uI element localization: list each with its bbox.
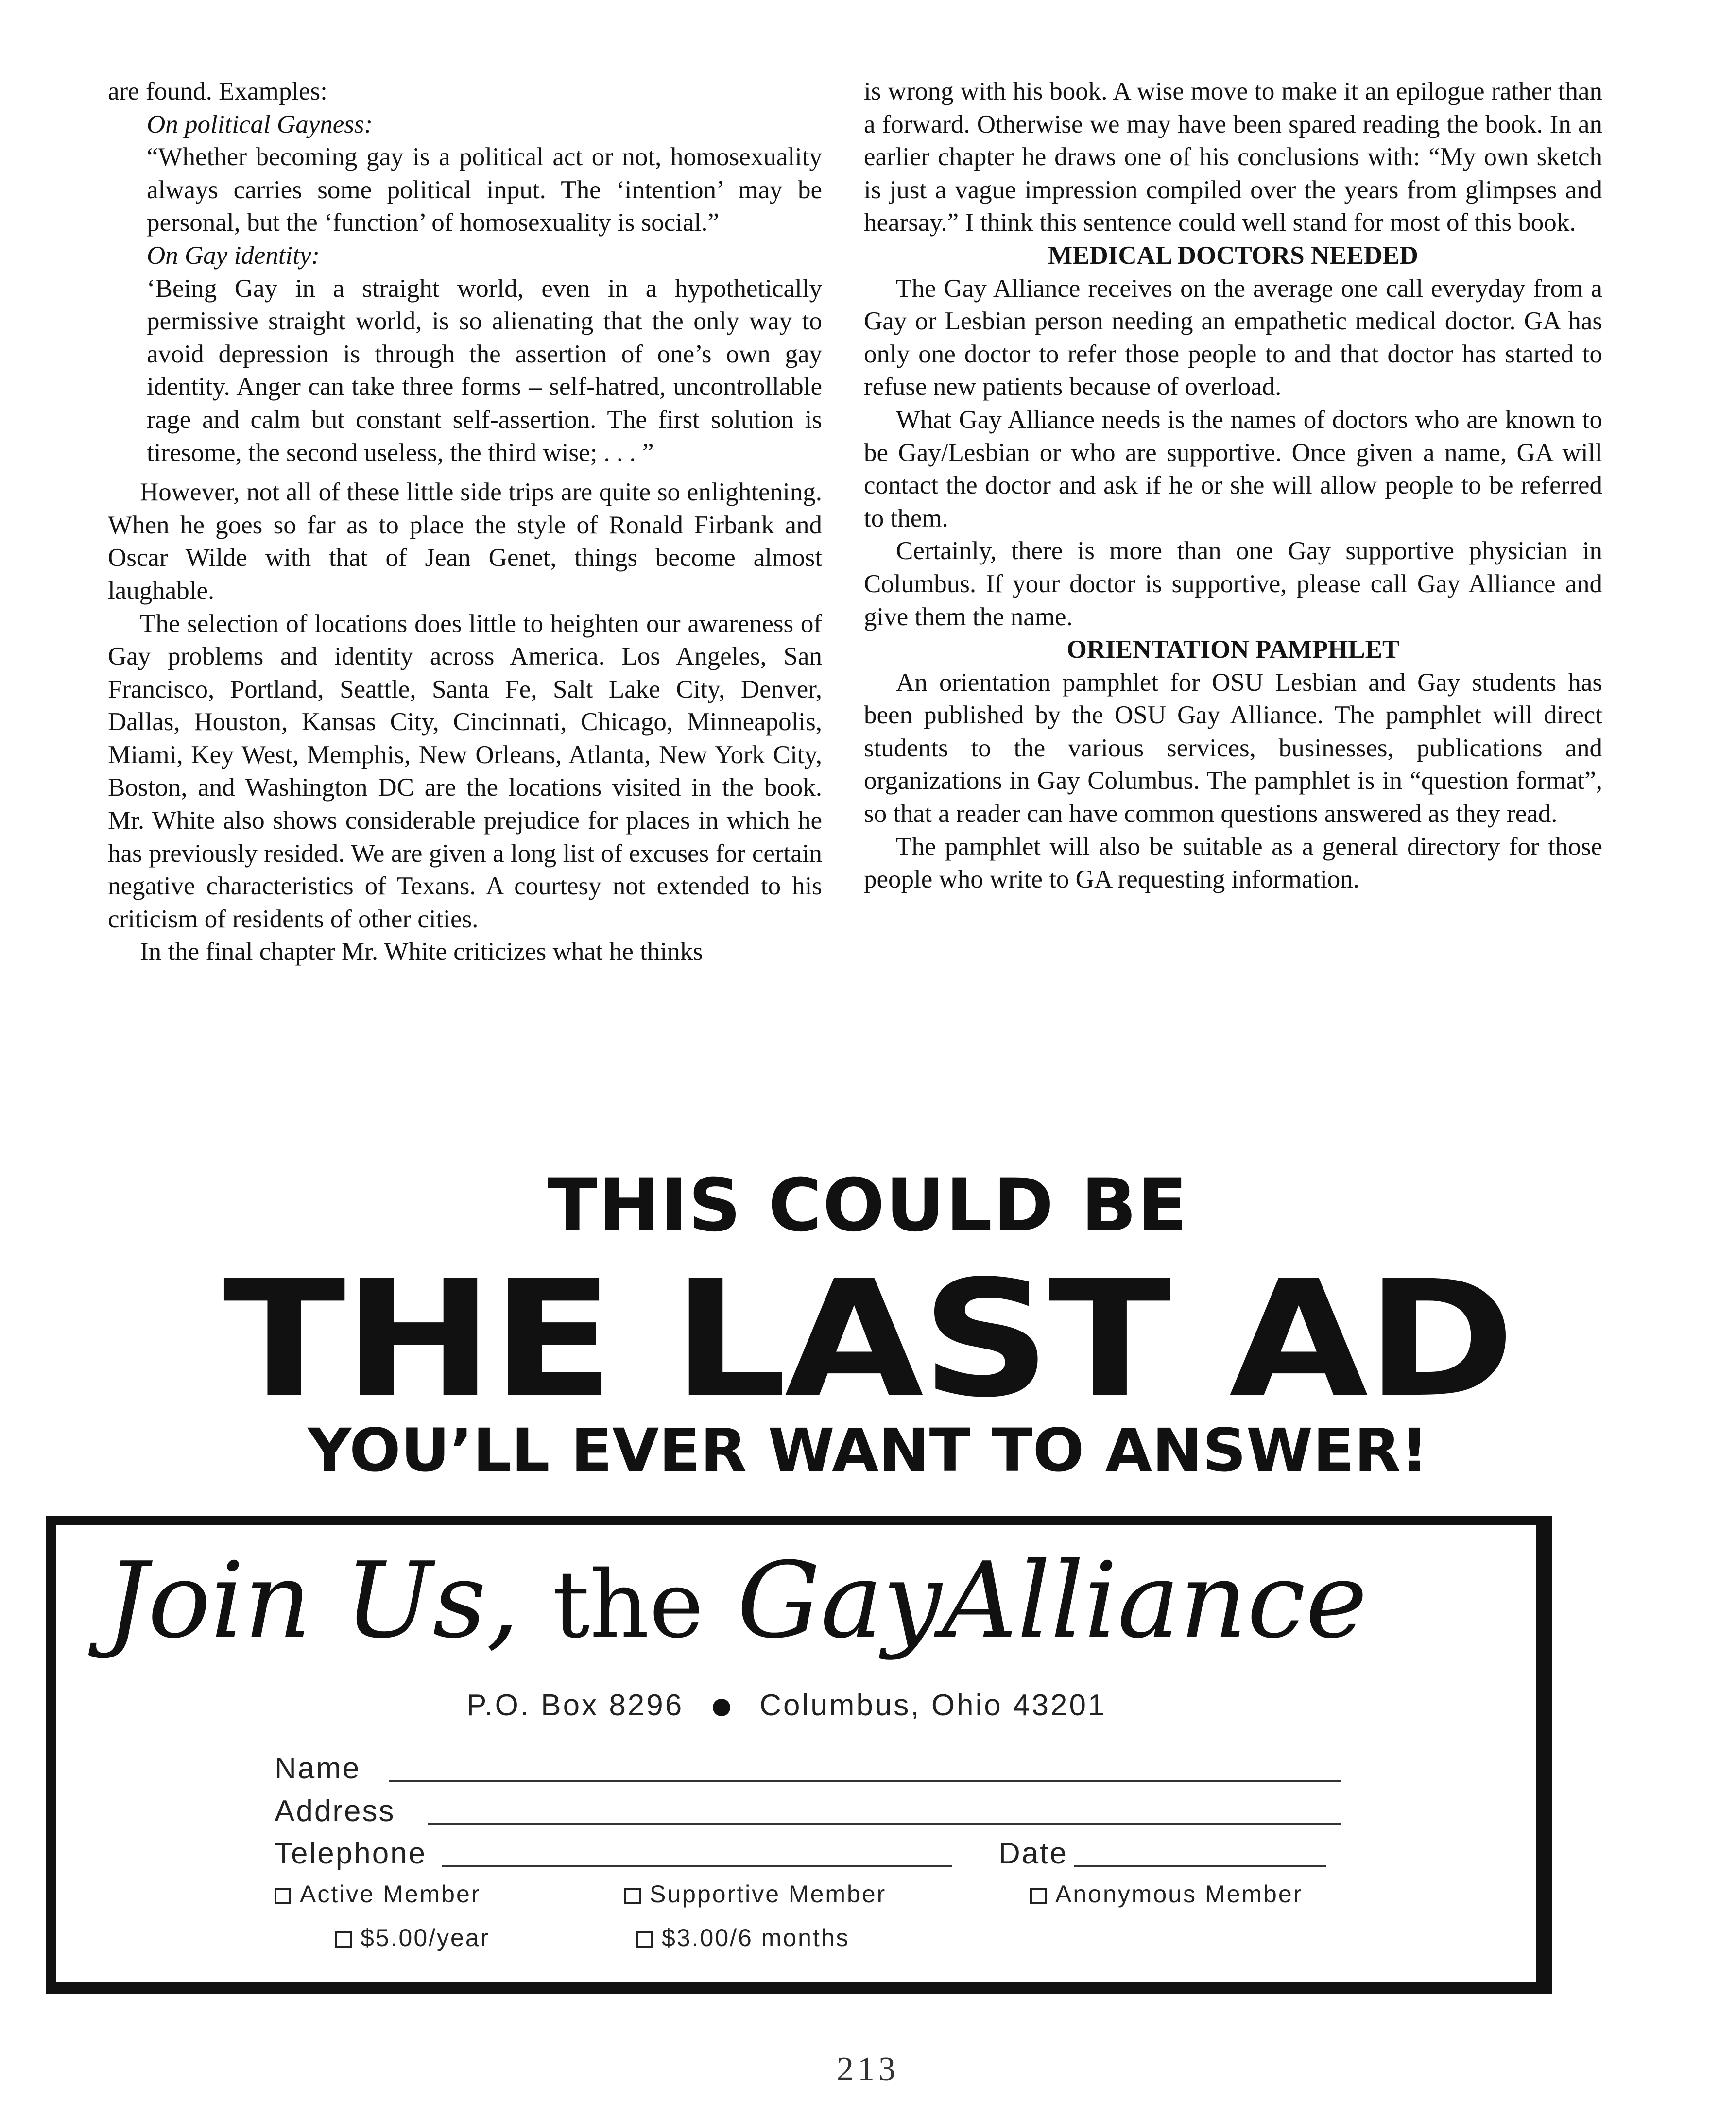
- quote-political-body: “Whether becoming gay is a political act or not, homosexuality always carries some political input. The ‘intention’ may be personal, but the ‘function’ of homosexuality is social.”: [147, 143, 822, 237]
- page-number: 213: [837, 2050, 899, 2088]
- checkbox-icon: [275, 1888, 291, 1904]
- date-field[interactable]: [1074, 1865, 1326, 1867]
- checkbox-icon: [624, 1888, 641, 1904]
- city-state-zip: Columbus, Ohio 43201: [759, 1689, 1107, 1722]
- quote-identity-body: ‘Being Gay in a straight world, even in a hypothetically permissive straight world, is so alienating that the only way to avoid depression is through the assertion of one’s own gay identity. Anger can take three forms – self-hatred, uncontrollable rage and calm but constant self-assertion. The first solution is tiresome, the second useless, the third wise; . . . ”: [147, 274, 822, 467]
- checkbox-icon: [1030, 1888, 1047, 1904]
- option-yearly-dues[interactable]: [335, 1924, 490, 1952]
- telephone-label: Telephone: [275, 1837, 427, 1870]
- option-six-month-dues[interactable]: [636, 1924, 850, 1952]
- quote-political: [108, 108, 822, 239]
- join-the-text: the: [552, 1551, 704, 1658]
- left-column: [108, 75, 822, 969]
- date-label: Date: [998, 1837, 1068, 1870]
- option-anonymous-label: Anonymous Member: [1055, 1880, 1303, 1908]
- right-paragraph-5: An orientation pamphlet for OSU Lesbian and Gay students has been published by the OSU Gay Alliance. The pamphlet will direct students to the various services, businesses, publications and organizations in Gay Columbus. The pamphlet is in “question format”, so that a reader can have common questions answered as they read.: [864, 668, 1602, 828]
- checkbox-icon: [335, 1931, 352, 1948]
- option-six-month-label: $3.00/6 months: [662, 1924, 850, 1951]
- option-supportive-label: Supportive Member: [650, 1880, 887, 1908]
- ad-headline-2: THE LAST AD: [223, 1246, 1513, 1433]
- name-field[interactable]: [389, 1780, 1341, 1782]
- join-us-title: [106, 1540, 1515, 1666]
- checkbox-icon: [636, 1931, 653, 1948]
- left-paragraph-2: However, not all of these little side trips are quite so enlightening. When he goes so far as to place the style of Ronald Firbank and Oscar Wilde with that of Jean Genet, things become almost laughable.: [108, 478, 822, 605]
- po-box: P.O. Box 8296: [466, 1689, 684, 1722]
- right-paragraph-1: is wrong with his book. A wise move to make it an epilogue rather than a forward. Otherwise we may have been spared reading the book. In an earlier chapter he draws one of his conclusions with: “My own sketch is just a vague impression compiled over the years from glimpses and hearsay.” I think this sentence could well stand for most of this book.: [864, 77, 1602, 237]
- heading-medical-doctors: MEDICAL DOCTORS NEEDED: [1048, 241, 1418, 270]
- right-paragraph-3: What Gay Alliance needs is the names of doctors who are known to be Gay/Lesbian or who are supportive. Once given a name, GA will contact the doctor and ask if he or she will allow people to be referred to them.: [864, 405, 1602, 532]
- option-supportive-member[interactable]: [624, 1880, 886, 1908]
- option-active-label: Active Member: [300, 1880, 481, 1908]
- name-label: Name: [275, 1752, 361, 1785]
- address-label: Address: [275, 1794, 395, 1828]
- option-yearly-label: $5.00/year: [361, 1924, 490, 1951]
- address-field[interactable]: [428, 1823, 1341, 1825]
- left-paragraph-4: In the final chapter Mr. White criticizes what he thinks: [140, 938, 703, 966]
- right-column: [864, 75, 1602, 896]
- quote-identity-heading: On Gay identity:: [147, 241, 320, 270]
- right-paragraph-6: The pamphlet will also be suitable as a general directory for those people who write to GA requesting information.: [864, 832, 1602, 894]
- heading-orientation-pamphlet: ORIENTATION PAMPHLET: [1066, 635, 1400, 664]
- join-comma: ,: [486, 1539, 520, 1661]
- option-active-member[interactable]: [275, 1880, 481, 1908]
- left-paragraph-3: The selection of locations does little to heighten our awareness of Gay problems and identity across America. Los Angeles, San Francisco, Portland, Seattle, Santa Fe, Salt Lake City, Denver, Dallas, Houston, Kansas City, Cincinnati, Chicago, Minneapolis, Miami, Key West, Memphis, New Orleans, Atlanta, New York City, Boston, and Washington DC are the locations visited in the book. Mr. White also shows considerable prejudice for places in which he has previously resided. We are given a long list of excuses for certain negative characteristics of Texans. A courtesy not extended to his criticism of residents of other cities.: [108, 609, 822, 933]
- ad-headline-1: THIS COULD BE: [548, 1163, 1188, 1248]
- quote-identity: [108, 239, 822, 469]
- gay-alliance-text: GayAlliance: [737, 1539, 1368, 1661]
- ad-headline-3: YOU’LL EVER WANT TO ANSWER!: [308, 1416, 1428, 1485]
- join-us-text: Join Us: [106, 1539, 486, 1661]
- mailing-address: [466, 1688, 1106, 1723]
- option-anonymous-member[interactable]: [1030, 1880, 1303, 1908]
- bullet-icon: [713, 1699, 730, 1716]
- right-paragraph-2: The Gay Alliance receives on the average one call everyday from a Gay or Lesbian person needing an empathetic medical doctor. GA has only one doctor to refer those people to and that doctor has started to refuse new patients because of overload.: [864, 274, 1602, 401]
- right-paragraph-4: Certainly, there is more than one Gay supportive physician in Columbus. If your doctor is supportive, please call Gay Alliance and give them the name.: [864, 537, 1602, 631]
- left-paragraph-1: are found. Examples:: [108, 77, 327, 105]
- quote-political-heading: On political Gayness:: [147, 110, 373, 138]
- telephone-field[interactable]: [442, 1865, 952, 1867]
